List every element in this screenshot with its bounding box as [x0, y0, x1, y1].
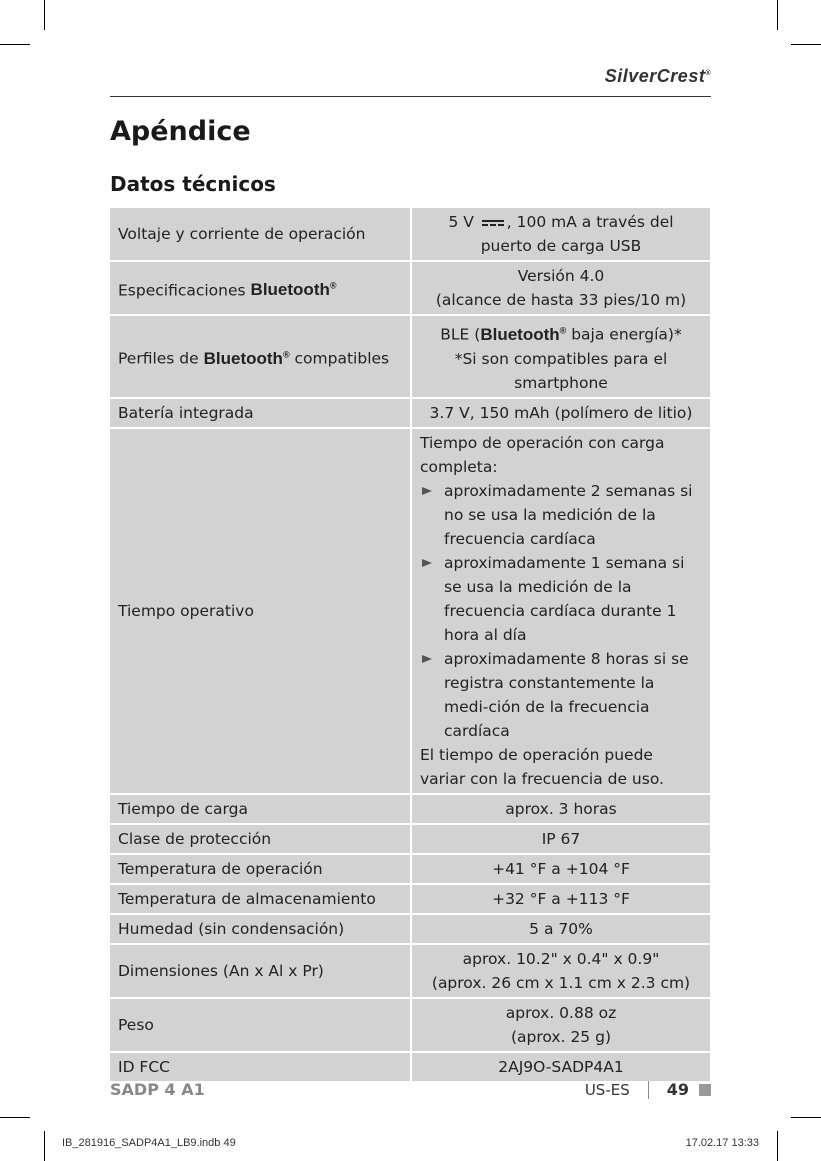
- table-row: [110, 855, 710, 883]
- table-row: [110, 885, 710, 913]
- triangle-bullet-icon: [422, 487, 432, 495]
- spec-label: Tiempo de carga: [110, 795, 412, 823]
- spec-label: Especificaciones Bluetooth®: [110, 262, 412, 314]
- table-row: [110, 795, 710, 823]
- language-code: US-ES: [584, 1080, 630, 1099]
- spec-value: 3.7 V, 150 mAh (polímero de litio): [412, 399, 710, 427]
- crop-mark: [44, 1131, 45, 1161]
- spec-value: 2AJ9O-SADP4A1: [412, 1053, 710, 1081]
- print-slug-date: 17.02.17 13:33: [685, 1137, 759, 1149]
- triangle-bullet-icon: [422, 655, 432, 663]
- spec-label: Tiempo operativo: [110, 429, 412, 793]
- crop-mark: [0, 1117, 30, 1118]
- table-row: [110, 429, 710, 793]
- crop-mark: [0, 44, 30, 45]
- table-row: [110, 316, 710, 397]
- spec-value: IP 67: [412, 825, 710, 853]
- spec-value: 5 a 70%: [412, 915, 710, 943]
- spec-value: BLE (Bluetooth® baja energía)* *Si son compatibles para el smartphone: [412, 316, 710, 397]
- spec-value: Versión 4.0 (alcance de hasta 33 pies/10 m): [412, 262, 710, 314]
- bluetooth-wordmark: Bluetooth®: [480, 324, 567, 344]
- operating-time-intro: Tiempo de operación con carga completa:: [420, 433, 665, 476]
- spec-value: aprox. 3 horas: [412, 795, 710, 823]
- spec-table: [110, 206, 710, 1083]
- table-row: [110, 915, 710, 943]
- page-title: Apéndice: [110, 116, 251, 147]
- table-row: [110, 945, 710, 997]
- spec-value: 5 V , 100 mA a través del puerto de carga USB: [412, 208, 710, 260]
- footer-divider: [648, 1081, 649, 1099]
- spec-label: Clase de protección: [110, 825, 412, 853]
- table-row: [110, 208, 710, 260]
- list-item: aproximadamente 1 semana si se usa la medición de la frecuencia cardíaca durante 1 hora al día: [420, 551, 702, 647]
- print-slug-file: IB_281916_SADP4A1_LB9.indb 49: [62, 1137, 236, 1149]
- operating-time-note: El tiempo de operación puede variar con la frecuencia de uso.: [420, 745, 664, 788]
- spec-label: Temperatura de operación: [110, 855, 412, 883]
- spec-label: Peso: [110, 999, 412, 1051]
- triangle-bullet-icon: [422, 559, 432, 567]
- square-marker-icon: [699, 1084, 711, 1096]
- spec-label: Voltaje y corriente de operación: [110, 208, 412, 260]
- list-item: aproximadamente 2 semanas si no se usa la medición de la frecuencia cardíaca: [420, 479, 702, 551]
- bluetooth-wordmark: Bluetooth®: [203, 348, 290, 368]
- page-number: 49: [666, 1080, 689, 1099]
- crop-mark: [791, 44, 821, 45]
- spec-value: +32 °F a +113 °F: [412, 885, 710, 913]
- bluetooth-wordmark: Bluetooth®: [250, 280, 337, 300]
- crop-mark: [44, 0, 45, 30]
- page-footer: [585, 1080, 711, 1099]
- table-row: [110, 1053, 710, 1081]
- crop-mark: [777, 0, 778, 30]
- spec-label: Humedad (sin condensación): [110, 915, 412, 943]
- bullet-list: [420, 479, 702, 743]
- section-title: Datos técnicos: [110, 172, 276, 196]
- table-row: [110, 825, 710, 853]
- header-rule: [110, 96, 711, 97]
- list-item: aproximadamente 8 horas si se registra constantemente la medi-ción de la frecuencia cardíaca: [420, 647, 702, 743]
- brand-logo: SilverCrest®: [604, 66, 711, 86]
- spec-value: aprox. 10.2" x 0.4" x 0.9" (aprox. 26 cm x 1.1 cm x 2.3 cm): [412, 945, 710, 997]
- table-row: [110, 262, 710, 314]
- spec-label: Perfiles de Bluetooth® compatibles: [110, 316, 412, 397]
- spec-label: Dimensiones (An x Al x Pr): [110, 945, 412, 997]
- dc-current-icon: [480, 218, 506, 228]
- table-row: [110, 399, 710, 427]
- crop-mark: [777, 1131, 778, 1161]
- spec-value: [412, 429, 710, 793]
- model-number: SADP 4 A1: [110, 1080, 205, 1099]
- spec-label: Temperatura de almacenamiento: [110, 885, 412, 913]
- spec-value: aprox. 0.88 oz (aprox. 25 g): [412, 999, 710, 1051]
- spec-value: +41 °F a +104 °F: [412, 855, 710, 883]
- spec-label: ID FCC: [110, 1053, 412, 1081]
- table-row: [110, 999, 710, 1051]
- crop-mark: [791, 1117, 821, 1118]
- spec-label: Batería integrada: [110, 399, 412, 427]
